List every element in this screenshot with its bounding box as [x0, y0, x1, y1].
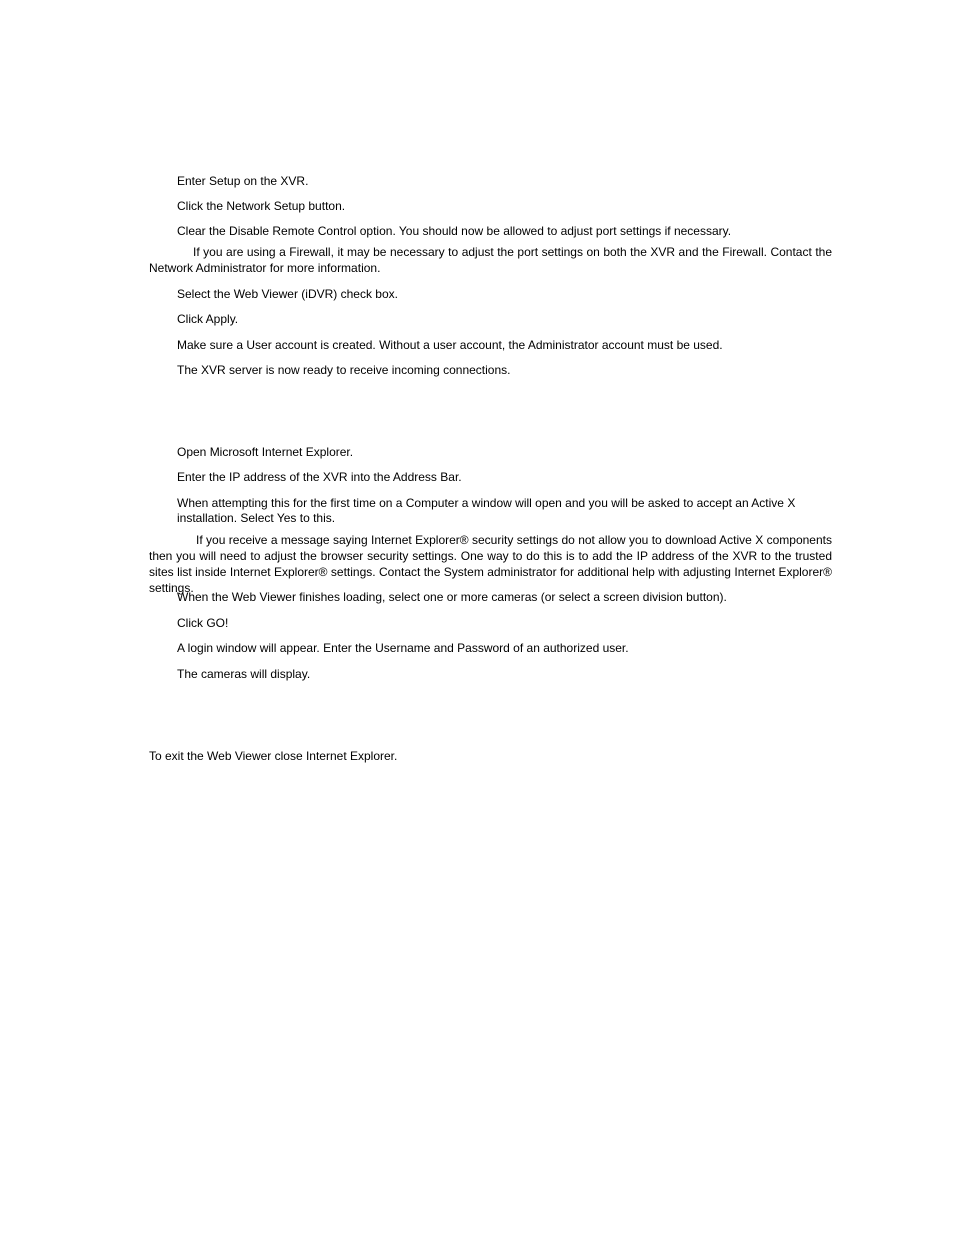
step-click-apply: Click Apply. — [177, 312, 239, 326]
step-activex: When attempting this for the first time on a Computer a window will open and you will be asked to accept an Active X installation. Select Yes to this. — [177, 496, 796, 525]
step-login-window: A login window will appear. Enter the Username and Password of an authorized user. — [177, 641, 629, 655]
step-select-web-viewer: Select the Web Viewer (iDVR) check box. — [177, 287, 398, 301]
step-enter-setup: Enter Setup on the XVR. — [177, 174, 309, 188]
step-open-ie: Open Microsoft Internet Explorer. — [177, 445, 354, 459]
step-network-setup: Click the Network Setup button. — [177, 199, 346, 213]
ie-security-note: If you receive a message saying Internet Explorer® security settings do not allow you to download Active X components then you will need to adjust the browser security settings. One way to do this is to add the IP address of the XVR to the trusted sites list inside Internet Explorer® settings. Contact the System administrator for additional help with adjusting Internet Explorer® settings. — [149, 533, 832, 595]
step-cameras-display: The cameras will display. — [177, 667, 311, 681]
step-user-account: Make sure a User account is created. Without a user account, the Administrator account must be used. — [177, 338, 723, 352]
step-enter-ip: Enter the IP address of the XVR into the Address Bar. — [177, 470, 462, 484]
step-clear-disable-remote: Clear the Disable Remote Control option. You should now be allowed to adjust port settings if necessary. — [177, 224, 732, 238]
step-web-viewer-loading: When the Web Viewer finishes loading, select one or more cameras (or select a screen division button). — [177, 590, 727, 604]
exit-instruction: To exit the Web Viewer close Internet Explorer. — [149, 749, 398, 763]
step-server-ready: The XVR server is now ready to receive incoming connections. — [177, 363, 511, 377]
firewall-note: If you are using a Firewall, it may be necessary to adjust the port settings on both the XVR and the Firewall. Contact the Network Administrator for more information. — [149, 245, 832, 275]
step-click-go: Click GO! — [177, 616, 229, 630]
